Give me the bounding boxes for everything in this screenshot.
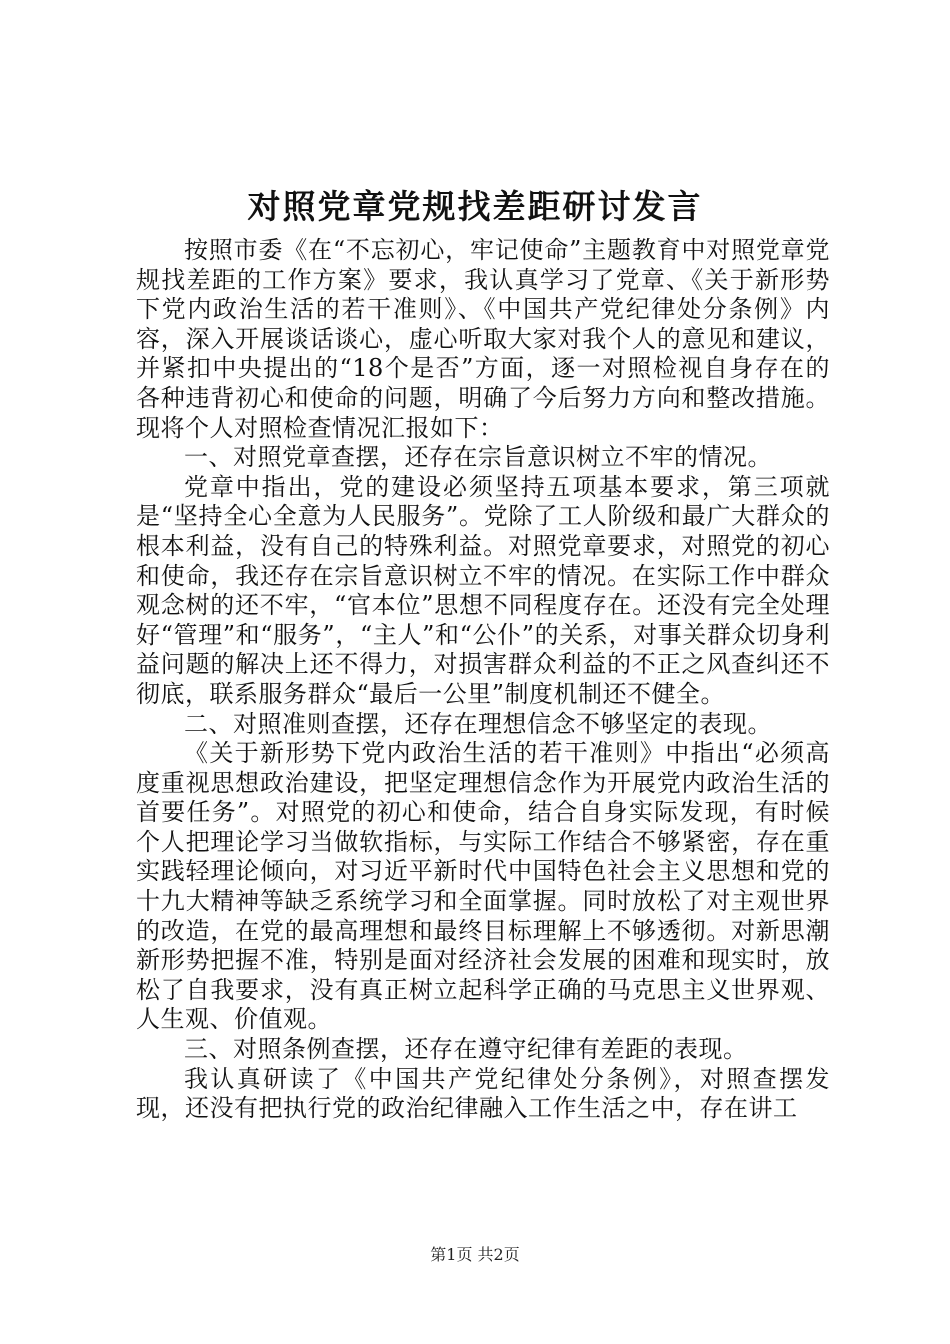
document-title: 对照党章党规找差距研讨发言 [247, 187, 703, 226]
section-3-paragraph: 我认真研读了《中国共产党纪律处分条例》，对照查摆发现，还没有把执行党的政治纪律融入工作生活之中，存在讲工 [136, 1064, 830, 1123]
intro-paragraph: 按照市委《在“不忘初心，牢记使命”主题教育中对照党章党规找差距的工作方案》要求，我认真学习了党章、《关于新形势下党内政治生活的若干准则》、《中国共产党纪律处分条例》内容，深入开展谈话谈心，虚心听取大家对我个人的意见和建议，并紧扣中央提出的“18个是否”方面，逐一对照检视自身存在的各种违背初心和使命的问题，明确了今后努力方向和整改措施。现将个人对照检查情况汇报如下： [136, 236, 830, 442]
document-body [136, 236, 830, 1124]
section-1-paragraph: 党章中指出，党的建设必须坚持五项基本要求，第三项就是“坚持全心全意为人民服务”。党除了工人阶级和最广大群众的根本利益，没有自己的特殊利益。对照党章要求，对照党的初心和使命，我还存在宗旨意识树立不牢的情况。在实际工作中群众观念树的还不牢，“官本位”思想不同程度存在。还没有完全处理好“管理”和“服务”，“主人”和“公仆”的关系，对事关群众切身利益问题的解决上还不得力，对损害群众利益的不正之风查纠还不彻底，联系服务群众“最后一公里”制度机制还不健全。 [136, 472, 830, 708]
page-number-footer: 第1页 共2页 [430, 1245, 520, 1264]
section-heading-1: 一、对照党章查摆，还存在宗旨意识树立不牢的情况。 [184, 443, 772, 472]
section-heading-3: 三、对照条例查摆，还存在遵守纪律有差距的表现。 [184, 1035, 748, 1064]
section-2-paragraph: 《关于新形势下党内政治生活的若干准则》中指出“必须高度重视思想政治建设，把坚定理想信念作为开展党内政治生活的首要任务”。对照党的初心和使命，结合自身实际发现，有时候个人把理论学习当做软指标，与实际工作结合不够紧密，存在重实践轻理论倾向，对习近平新时代中国特色社会主义思想和党的十九大精神等缺乏系统学习和全面掌握。同时放松了对主观世界的改造，在党的最高理想和最终目标理解上不够透彻。对新思潮新形势把握不准，特别是面对经济社会发展的困难和现实时，放松了自我要求，没有真正树立起科学正确的马克思主义世界观、人生观、价值观。 [136, 739, 830, 1034]
section-heading-2: 二、对照准则查摆，还存在理想信念不够坚定的表现。 [184, 709, 772, 738]
